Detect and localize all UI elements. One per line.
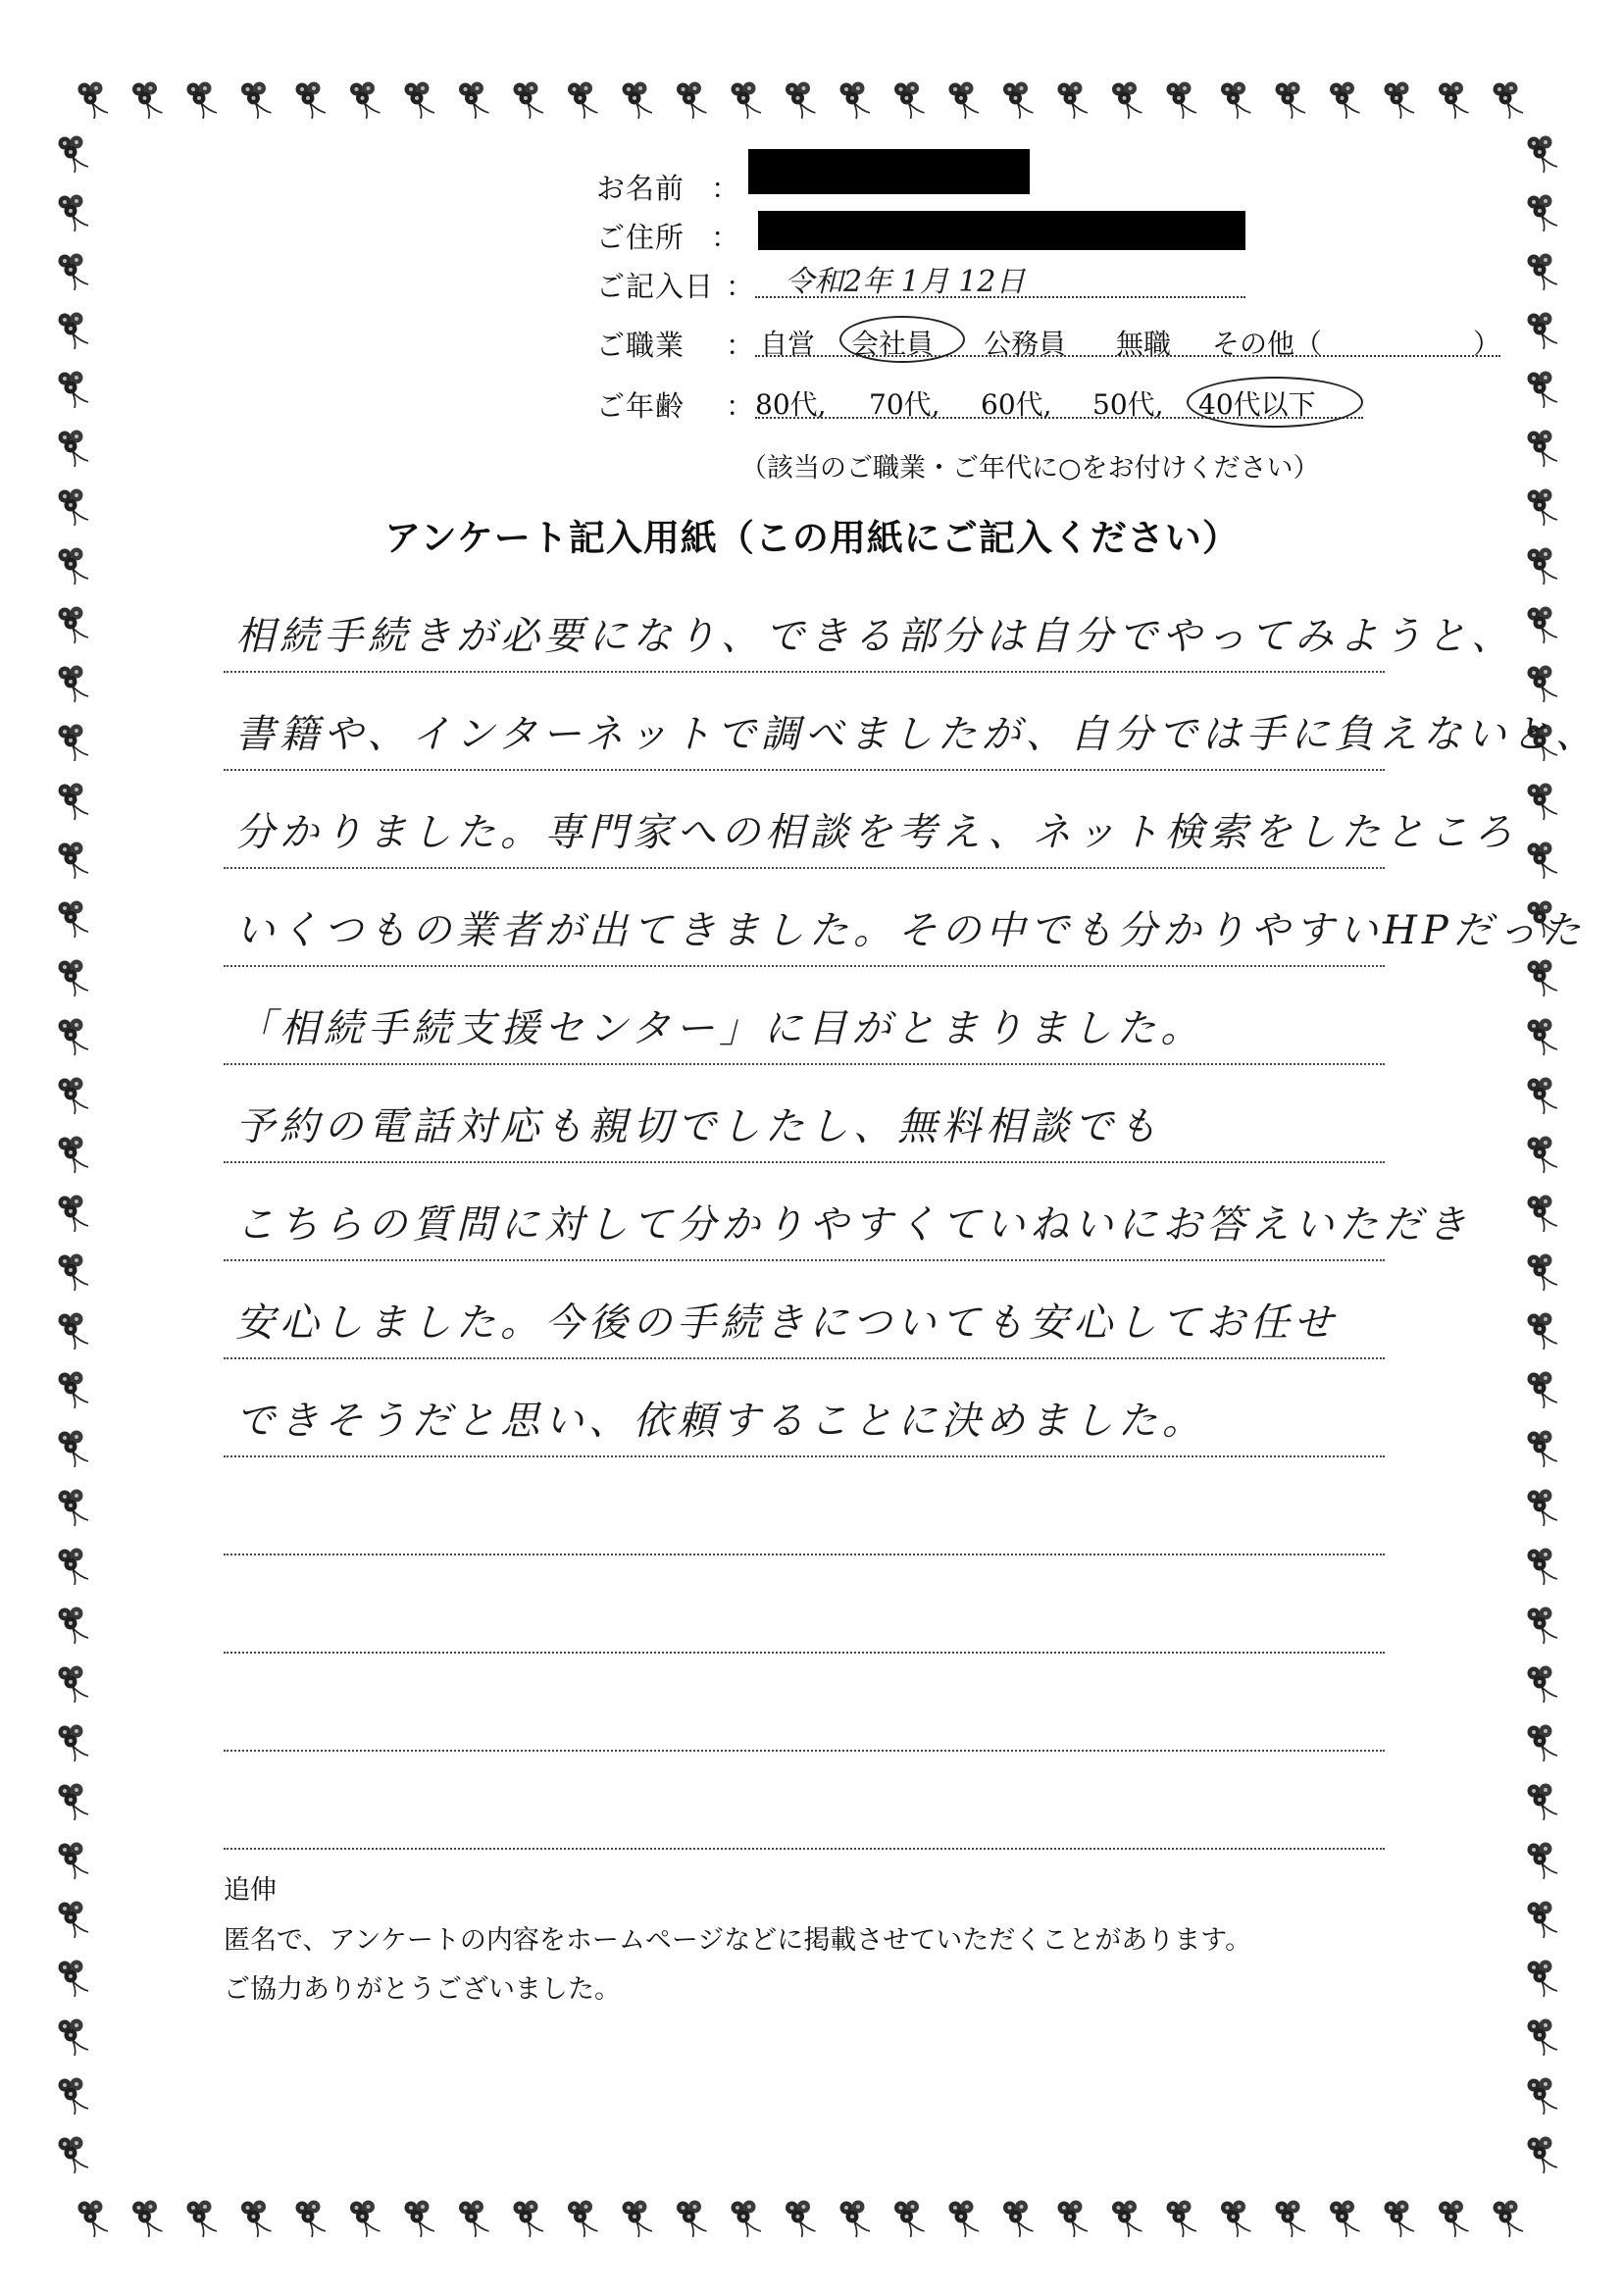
ornament-icon	[1528, 1902, 1558, 1939]
age-selection-circle	[1187, 377, 1363, 428]
ornament-icon	[1528, 1254, 1558, 1292]
age-option-50s: 50代,	[1092, 388, 1164, 421]
name-label: お名前	[596, 172, 685, 205]
age-colon: ：	[726, 389, 755, 423]
response-line-text: 相続手続きが必要になり、できる部分は自分でやってみようと、	[235, 614, 1515, 659]
ornament-icon	[296, 2201, 327, 2238]
ornament-icon	[1494, 2201, 1524, 2238]
ornament-icon	[78, 82, 109, 120]
response-line-text: こちらの質問に対して分かりやすくていねいにお答えいただき	[235, 1202, 1471, 1248]
ornament-icon	[59, 784, 89, 821]
postscript-label: 追伸	[224, 1875, 277, 1906]
ornament-icon	[1528, 1019, 1558, 1056]
date-value: 令和2年 1月 12日	[785, 265, 1026, 299]
ornament-icon	[1528, 842, 1558, 880]
ornament-icon	[59, 1490, 89, 1527]
ornament-icon	[59, 1549, 89, 1586]
publication-notice: 匿名で、アンケートの内容をホームページなどに掲載させていただくことがあります。	[224, 1925, 1252, 1956]
ornament-icon	[949, 2201, 980, 2238]
ornament-icon	[1528, 1372, 1558, 1409]
ornament-icon	[459, 2201, 489, 2238]
occupation-option-unemployed: 無職	[1116, 328, 1172, 360]
ornament-icon	[59, 607, 89, 644]
response-line-text: 予約の電話対応も親切でしたし、無料相談でも	[235, 1104, 1162, 1149]
response-line-text: 安心しました。今後の手続きについても安心してお任せ	[235, 1300, 1339, 1346]
ornament-icon	[840, 82, 871, 120]
age-option-40s-under: 40代以下	[1198, 388, 1316, 421]
ornament-icon	[59, 1431, 89, 1468]
date-label: ご記入日	[596, 270, 715, 303]
ornament-icon	[732, 2201, 762, 2238]
ornament-icon	[1221, 82, 1251, 120]
ornament-icon	[894, 82, 925, 120]
ornament-icon	[1528, 254, 1558, 291]
ornament-icon	[949, 82, 980, 120]
ornament-icon	[1330, 82, 1360, 120]
thanks-message: ご協力ありがとうございました。	[224, 1974, 621, 2005]
ornament-icon	[514, 82, 544, 120]
ornament-icon	[623, 82, 653, 120]
ornament-icon	[59, 1725, 89, 1762]
ornament-icon	[1528, 1784, 1558, 1821]
occupation-label: ご職業	[596, 329, 685, 362]
ornament-icon	[1528, 1137, 1558, 1174]
occupation-option-other-close: ）	[1473, 328, 1501, 360]
ornament-icon	[350, 2201, 381, 2238]
ornament-icon	[59, 431, 89, 468]
ornament-icon	[1528, 784, 1558, 821]
ornament-icon	[1528, 1725, 1558, 1762]
response-line	[224, 673, 1599, 771]
ornament-icon	[59, 1078, 89, 1115]
ornament-icon	[1528, 372, 1558, 409]
ornament-icon	[1385, 82, 1415, 120]
ornament-icon	[1528, 1078, 1558, 1115]
ornament-icon	[894, 2201, 925, 2238]
ornament-icon	[59, 1961, 89, 1998]
response-line	[224, 1752, 1385, 1850]
ornament-icon	[187, 2201, 218, 2238]
ornament-icon	[59, 1019, 89, 1056]
ornament-icon	[59, 372, 89, 409]
response-line	[224, 1457, 1385, 1555]
ornament-icon	[1494, 82, 1524, 120]
ornament-icon	[1528, 960, 1558, 997]
ornament-icon	[59, 2019, 89, 2057]
address-redaction	[758, 211, 1245, 250]
ornament-icon	[1528, 431, 1558, 468]
response-line	[224, 967, 1385, 1065]
ornament-icon	[59, 1843, 89, 1880]
ornament-icon	[59, 1902, 89, 1939]
ornament-icon	[59, 195, 89, 232]
response-line	[224, 1359, 1385, 1457]
response-line-text: 分かりました。専門家への相談を考え、ネット検索をしたところ	[235, 810, 1518, 855]
name-colon: ：	[711, 172, 740, 205]
ornament-icon	[1528, 136, 1558, 174]
ornament-icon	[59, 901, 89, 939]
ornament-icon	[1528, 1961, 1558, 1998]
occupation-selection-circle	[839, 316, 965, 363]
ornament-icon	[1439, 2201, 1469, 2238]
ornament-icon	[786, 82, 816, 120]
ornament-icon	[405, 2201, 435, 2238]
occupation-option-company: 会社員	[851, 328, 935, 360]
ornament-icon	[1528, 1666, 1558, 1704]
response-line-text: 書籍や、インターネットで調べましたが、自分では手に負えないと、	[235, 712, 1599, 757]
ornament-icon	[1528, 195, 1558, 232]
response-line	[224, 1163, 1471, 1261]
ornament-icon	[1058, 2201, 1089, 2238]
border-left-ornaments	[59, 136, 89, 2174]
occupation-option-public: 公務員	[984, 328, 1067, 360]
ornament-icon	[1058, 82, 1089, 120]
ornament-icon	[241, 82, 272, 120]
ornament-icon	[1167, 82, 1197, 120]
ornament-icon	[59, 666, 89, 703]
ornament-icon	[59, 136, 89, 174]
name-redaction	[748, 149, 1030, 194]
ornament-icon	[1003, 82, 1034, 120]
occupation-option-self-employed: 自営	[760, 328, 816, 360]
selection-instruction: （該当のご職業・ご年代に○をお付けください）	[740, 453, 1320, 484]
ornament-icon	[1385, 2201, 1415, 2238]
ornament-icon	[1528, 666, 1558, 703]
age-option-70s: 70代,	[869, 388, 940, 421]
ornament-icon	[405, 82, 435, 120]
ornament-icon	[1276, 2201, 1306, 2238]
age-label: ご年齢	[596, 389, 685, 423]
ornament-icon	[568, 82, 598, 120]
ornament-icon	[623, 2201, 653, 2238]
ornament-icon	[786, 2201, 816, 2238]
response-line	[224, 1261, 1385, 1359]
ornament-icon	[59, 1196, 89, 1233]
ornament-icon	[59, 1313, 89, 1351]
ornament-icon	[1528, 1843, 1558, 1880]
ornament-icon	[1528, 313, 1558, 350]
ornament-icon	[1112, 82, 1142, 120]
border-top-ornaments	[78, 82, 1524, 120]
response-line	[224, 1654, 1385, 1752]
date-colon: ：	[726, 270, 755, 303]
ornament-icon	[59, 254, 89, 291]
response-line-text: 「相続手続支援センター」に目がとまりました。	[235, 1006, 1205, 1051]
ornament-icon	[132, 2201, 163, 2238]
ornament-icon	[732, 82, 762, 120]
response-line-rule	[224, 1848, 1385, 1850]
response-line	[224, 575, 1515, 673]
occupation-colon: ：	[726, 329, 755, 362]
ornament-icon	[59, 1254, 89, 1292]
ornament-icon	[1330, 2201, 1360, 2238]
ornament-icon	[296, 82, 327, 120]
ornament-icon	[1439, 82, 1469, 120]
form-title: アンケート記入用紙（この用紙にご記入ください）	[384, 517, 1240, 559]
ornament-icon	[677, 82, 707, 120]
ornament-icon	[514, 2201, 544, 2238]
ornament-icon	[459, 82, 489, 120]
ornament-icon	[1167, 2201, 1197, 2238]
ornament-icon	[1112, 2201, 1142, 2238]
response-line-text: いくつもの業者が出てきました。その中でも分かりやすいHPだった	[235, 908, 1586, 953]
ornament-icon	[78, 2201, 109, 2238]
ornament-icon	[59, 313, 89, 350]
ornament-icon	[1528, 1313, 1558, 1351]
ornament-icon	[59, 960, 89, 997]
ornament-icon	[1528, 1549, 1558, 1586]
ornament-icon	[1528, 1196, 1558, 1233]
ornament-icon	[59, 2137, 89, 2174]
ornament-icon	[1528, 2137, 1558, 2174]
ornament-icon	[59, 1784, 89, 1821]
ornament-icon	[59, 1372, 89, 1409]
ornament-icon	[59, 1137, 89, 1174]
ornament-icon	[1528, 2019, 1558, 2057]
ornament-icon	[1276, 82, 1306, 120]
ornament-icon	[350, 82, 381, 120]
border-right-ornaments	[1528, 136, 1558, 2174]
address-label: ご住所	[596, 221, 685, 254]
ornament-icon	[59, 1666, 89, 1704]
ornament-icon	[568, 2201, 598, 2238]
response-line-text: できそうだと思い、依頼することに決めました。	[235, 1399, 1206, 1444]
ornament-icon	[1528, 1490, 1558, 1527]
ornament-icon	[840, 2201, 871, 2238]
ornament-icon	[59, 2078, 89, 2116]
border-bottom-ornaments	[78, 2201, 1524, 2238]
response-line	[224, 771, 1518, 869]
ornament-icon	[1528, 607, 1558, 644]
ornament-icon	[1528, 1607, 1558, 1645]
ornament-icon	[1221, 2201, 1251, 2238]
response-line	[224, 1065, 1385, 1163]
age-option-80s: 80代,	[755, 388, 827, 421]
ornament-icon	[1003, 2201, 1034, 2238]
ornament-icon	[187, 82, 218, 120]
occupation-option-other: その他（	[1212, 328, 1323, 360]
ornament-icon	[59, 1607, 89, 1645]
address-colon: ：	[711, 221, 740, 254]
ornament-icon	[241, 2201, 272, 2238]
response-line	[224, 869, 1586, 967]
ornament-icon	[132, 82, 163, 120]
age-option-60s: 60代,	[981, 388, 1052, 421]
response-line	[224, 1555, 1385, 1654]
ornament-icon	[1528, 1431, 1558, 1468]
ornament-icon	[59, 842, 89, 880]
ornament-icon	[59, 725, 89, 762]
ornament-icon	[677, 2201, 707, 2238]
ornament-icon	[1528, 2078, 1558, 2116]
